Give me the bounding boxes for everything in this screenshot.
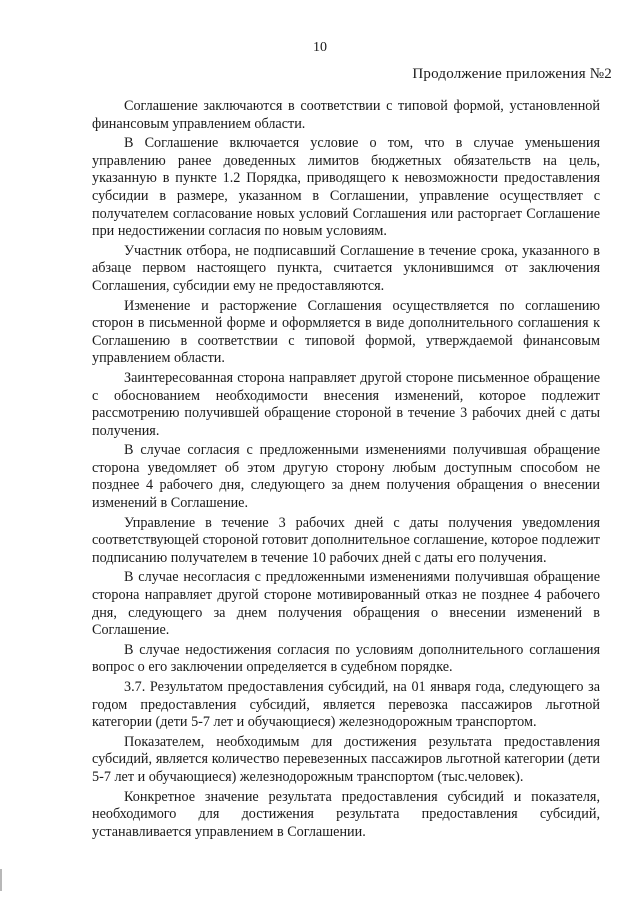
page-number: 10: [313, 40, 327, 55]
paragraph: В случае согласия с предложенными изменениями получившая обращение сторона уведомляет об этом другую сторону любым доступным способом не позднее 4 рабочего дня, следующего за днем получения обращения о внесении изменений в Соглашение.: [92, 442, 600, 512]
paragraph: Показателем, необходимым для достижения результата предоставления субсидий, является количество перевезенных пассажиров льготной категории (дети 5-7 лет и обучающиеся) железнодорожным транспортом (тыс.человек).: [92, 733, 600, 785]
paragraph: Изменение и расторжение Соглашения осуществляется по соглашению сторон в письменной форме и оформляется в виде дополнительного соглашения к Соглашению в соответствии с типовой формой, утверждаемой финансовым управлением области.: [92, 297, 600, 367]
scan-edge-mark: [0, 869, 2, 891]
paragraph: Конкретное значение результата предоставления субсидий и показателя, необходимого для достижения результата предоставления субсидий, устанавливается управлением в Соглашении.: [92, 788, 600, 840]
body-text: [92, 98, 600, 843]
appendix-label: Продолжение приложения №2: [412, 66, 612, 82]
paragraph: Участник отбора, не подписавший Соглашение в течение срока, указанного в абзаце первом настоящего пункта, считается уклонившимся от заключения Соглашения, субсидии ему не предоставляются.: [92, 242, 600, 294]
paragraph: В случае недостижения согласия по условиям дополнительного соглашения вопрос о его заключении определяется в судебном порядке.: [92, 641, 600, 676]
paragraph: Заинтересованная сторона направляет другой стороне письменное обращение с обоснованием необходимости внесения изменений, которое подлежит рассмотрению получившей обращение стороной в течение 3 рабочих дней с даты получения.: [92, 369, 600, 439]
paragraph: В Соглашение включается условие о том, что в случае уменьшения управлению ранее доведенных лимитов бюджетных обязательств на цель, указанную в пункте 1.2 Порядка, приводящего к невозможности предоставления субсидии в размере, указанном в Соглашении, управление осуществляет с получателем согласование новых условий Соглашения или расторгает Соглашение при недостижении согласия по новым условиям.: [92, 135, 600, 240]
paragraph: Соглашение заключаются в соответствии с типовой формой, установленной финансовым управлением области.: [92, 98, 600, 132]
paragraph: Управление в течение 3 рабочих дней с даты получения уведомления соответствующей стороной готовит дополнительное соглашение, которое подлежит подписанию получателем в течение 10 рабочих дней с даты его получения.: [92, 514, 600, 566]
paragraph: В случае несогласия с предложенными изменениями получившая обращение сторона направляет другой стороне мотивированный отказ не позднее 4 рабочего дня, следующего за днем получения обращения о внесении изменений в Соглашение.: [92, 569, 600, 639]
paragraph: 3.7. Результатом предоставления субсидий, на 01 января года, следующего за годом предоставления субсидий, является перевозка пассажиров льготной категории (дети 5-7 лет и обучающиеся) железнодорожным транспортом.: [92, 679, 600, 731]
